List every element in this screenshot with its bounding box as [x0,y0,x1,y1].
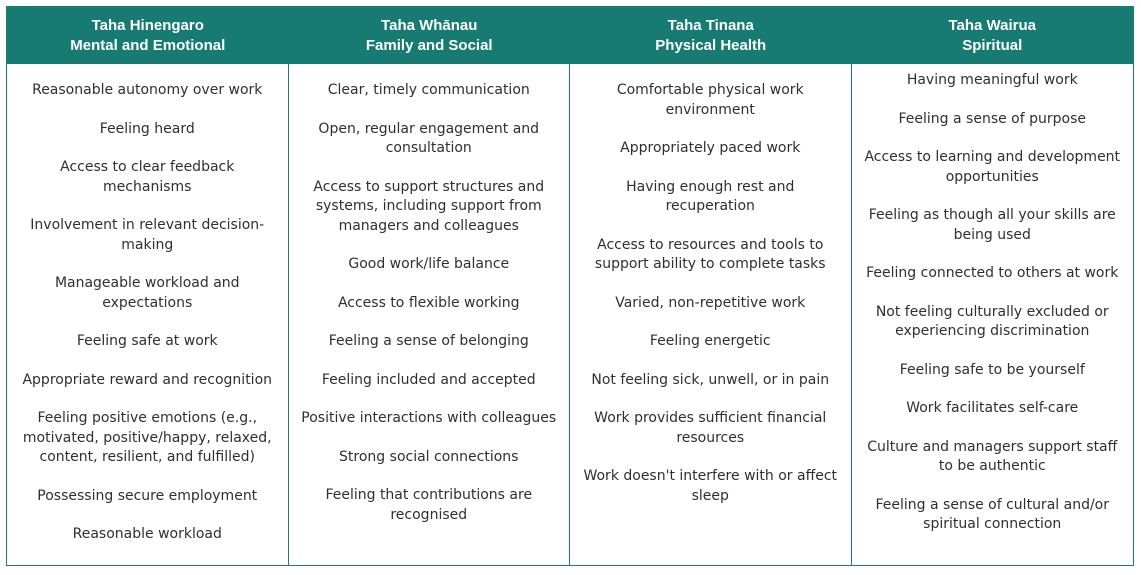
list-item: Open, regular engagement and consultation [318,120,540,156]
column-spiritual [852,64,1134,566]
list-item: Feeling included and accepted [321,371,536,388]
list-item: Feeling as though all your skills are being used [868,207,1116,243]
header-physical-health [570,7,852,64]
list-item: Good work/life balance [348,256,510,272]
wellbeing-table [6,6,1134,566]
list-item: Not feeling culturally excluded or experiencing discrimination [875,303,1109,339]
list-item: Work doesn't interfere with or affect sleep [583,468,838,504]
list-item: Feeling positive emotions (e.g., motivated, positive/happy, relaxed, content, resilient, and fulfilled) [22,410,272,465]
list-item: Appropriate reward and recognition [22,371,273,388]
list-item: Feeling a sense of cultural and/or spiritual connection [875,496,1109,532]
list-item: Feeling connected to others at work [866,265,1119,281]
column-subtitle: Spiritual [962,37,1023,54]
list-item: Access to clear feedback mechanisms [60,159,235,195]
column-title: Taha Wairua [948,17,1037,34]
table-body [7,64,1133,566]
list-item: Feeling safe to be yourself [899,361,1085,378]
list-item: Feeling a sense of purpose [898,110,1086,127]
list-item: Work provides sufficient financial resources [594,410,827,446]
list-item: Access to flexible working [337,294,520,311]
list-item: Clear, timely communication [327,82,530,98]
column-title: Taha Whānau [381,17,478,34]
column-mental-emotional [7,64,289,566]
list-item: Possessing secure employment [37,487,258,504]
list-item: Having meaningful work [906,72,1078,88]
list-item: Varied, non-repetitive work [615,294,806,311]
list-item: Feeling a sense of belonging [328,333,529,349]
list-item: Feeling energetic [649,333,771,349]
column-title: Taha Tinana [667,17,754,34]
table-header [7,7,1133,64]
list-item: Involvement in relevant decision-making [30,217,265,253]
column-subtitle: Physical Health [655,37,767,54]
list-item: Feeling that contributions are recognised [325,487,533,523]
list-item: Not feeling sick, unwell, or in pain [591,371,830,388]
list-item: Access to learning and development opportunities [864,149,1121,185]
list-item: Feeling heard [99,120,195,137]
list-item: Strong social connections [339,448,519,465]
column-subtitle: Mental and Emotional [70,37,226,54]
list-item: Having enough rest and recuperation [626,178,795,214]
column-subtitle: Family and Social [365,37,493,54]
list-item: Reasonable workload [72,526,222,542]
list-item: Feeling safe at work [76,333,218,349]
list-item: Reasonable autonomy over work [32,82,263,98]
column-physical-health [570,64,852,566]
list-item: Comfortable physical work environment [616,82,804,118]
column-title: Taha Hinengaro [91,17,204,34]
header-spiritual [852,7,1134,64]
header-family-social [289,7,571,64]
list-item: Manageable workload and expectations [54,275,240,311]
list-item: Access to support structures and systems, including support from managers and colleagues [313,178,545,234]
list-item: Positive interactions with colleagues [301,410,557,426]
list-item: Appropriately paced work [620,140,801,156]
column-family-social [289,64,571,566]
header-mental-emotional [7,7,289,64]
list-item: Culture and managers support staff to be authentic [867,438,1118,474]
list-item: Access to resources and tools to support ability to complete tasks [594,236,826,272]
list-item: Work facilitates self-care [906,400,1079,416]
